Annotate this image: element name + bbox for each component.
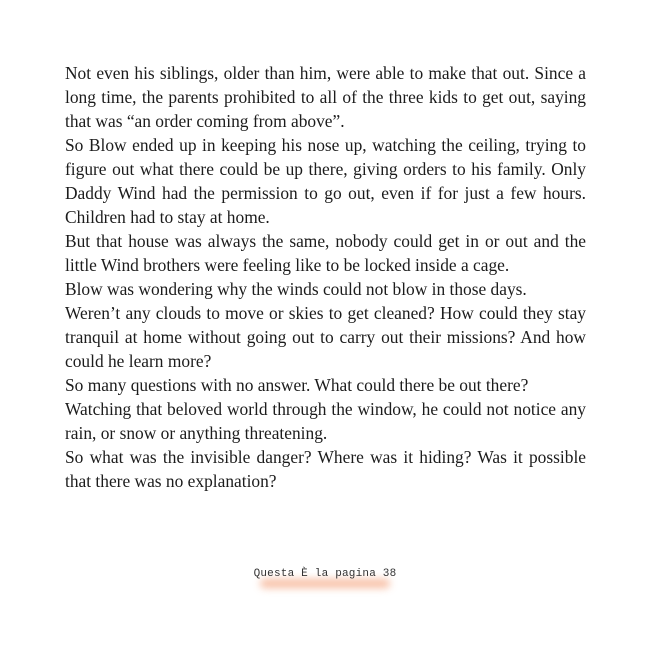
paragraph-8: So what was the invisible danger? Where was it hiding? Was it possible that there was no explanation? <box>65 447 586 491</box>
story-text <box>65 61 586 493</box>
page-number-label <box>254 568 397 580</box>
paragraph-5: Weren’t any clouds to move or skies to get cleaned? How could they stay tranquil at home without going out to carry out their missions? And how could he learn more? <box>65 303 586 371</box>
paragraph-1: Not even his siblings, older than him, were able to make that out. Since a long time, the parents prohibited to all of the three kids to get out, saying that was “an order coming from above”. <box>65 63 586 131</box>
paragraph-3: But that house was always the same, nobody could get in or out and the little Wind brothers were feeling like to be locked inside a cage. <box>65 231 586 275</box>
paragraph-6: So many questions with no answer. What could there be out there? <box>65 375 529 395</box>
page-number-text: Questa È la pagina 38 <box>253 568 397 580</box>
paragraph-2: So Blow ended up in keeping his nose up, watching the ceiling, trying to figure out what there could be up there, giving orders to his family. Only Daddy Wind had the permission to go out, even if for just a few hours. Children had to stay at home. <box>65 135 586 227</box>
footer-highlight <box>260 579 391 588</box>
page-footer <box>0 563 650 581</box>
paragraph-4: Blow was wondering why the winds could not blow in those days. <box>65 279 527 299</box>
paragraph-7: Watching that beloved world through the window, he could not notice any rain, or snow or anything threatening. <box>65 399 586 443</box>
